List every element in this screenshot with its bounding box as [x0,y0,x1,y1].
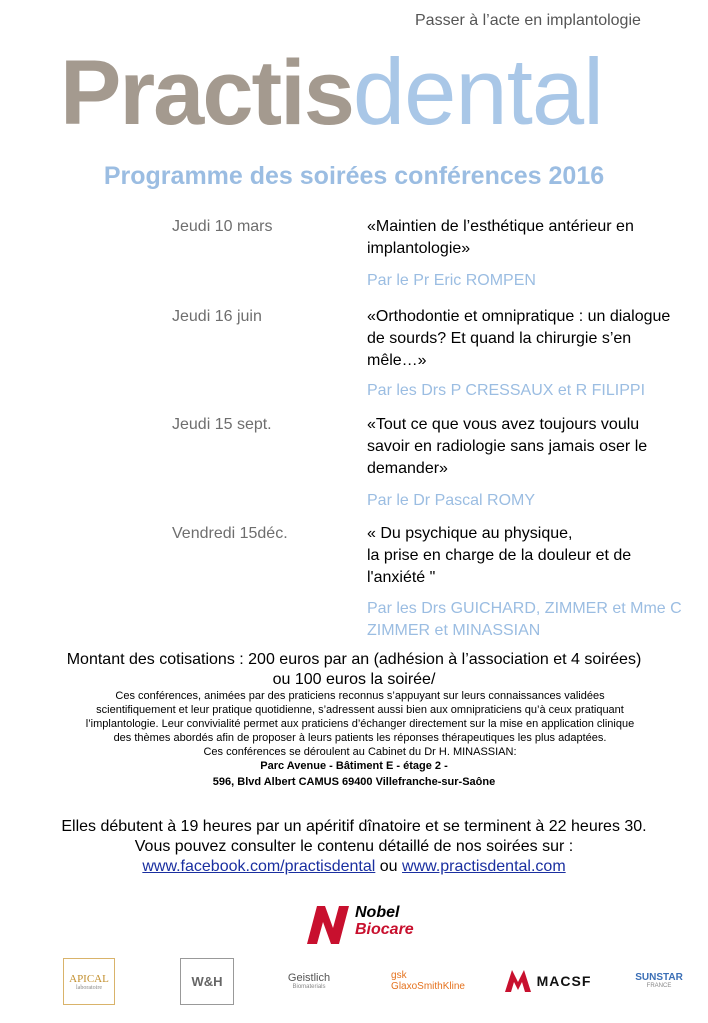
schedule-block [0,817,708,877]
session-author [367,490,707,512]
gsk-logo [392,958,464,1003]
links-line [0,857,708,877]
sunstar-subtext: FRANCE [646,983,672,989]
session-title-line: l'anxiété " [367,569,436,586]
nobel-biocare-logo [303,902,423,946]
session-author [367,270,707,292]
sunstar-logo [628,958,690,1003]
links-separator: ou [379,858,398,875]
program-title: Programme des soirées conférences 2016 [103,162,605,190]
macsf-logo [497,958,597,1003]
session-author-line: Par les Drs GUICHARD, ZIMMER et Mme C [367,600,682,617]
session-title-line: implantologie» [367,240,471,257]
nobel-text: Nobel [355,904,400,921]
macsf-m-icon [503,968,533,994]
session-author-line: Par le Dr Pascal ROMY [367,492,536,509]
session-date: Jeudi 15 sept. [172,416,272,433]
address-line: Parc Avenue - Bâtiment E - étage 2 - [260,760,448,772]
geistlich-text: Geistlich [287,971,331,984]
wh-logo [180,958,234,1005]
session-title [367,306,697,372]
session-date: Jeudi 16 juin [172,308,262,325]
session-title [367,216,697,260]
geistlich-subtext: Biomaterials [292,983,326,990]
apical-logo [63,958,115,1005]
session-title-line: « Du psychique au physique, [367,525,573,542]
session-date: Jeudi 10 mars [172,218,273,235]
session-title-line: de sourds? Et quand la chirurgie s’en [367,330,632,347]
info-line: scientifiquement et leur pratique quotidienne, s’adressent aussi bien aux omnipraticiens qu’à ceux pratiquant [96,704,624,716]
practisdental-logo [60,38,603,144]
session-title-line: la prise en charge de la douleur et de [367,547,632,564]
gsk-text: gsk GlaxoSmithKline [391,969,465,992]
session-date: Vendredi 15déc. [172,525,288,542]
logo-practis: Practis [60,42,353,144]
info-line: l’implantologie. Leur convivialité permet aux praticiens d’échanger directement sur la mise en application clinique [85,718,635,730]
info-line: Ces conférences, animées par des praticiens reconnus s’appuyant sur leurs connaissances validées [115,690,605,702]
session-title-line: «Orthodontie et omnipratique : un dialogue [367,308,671,325]
apical-subtext: laboratoire [76,984,102,991]
session-title-line: mêle…» [367,352,427,369]
session-author-line: Par les Drs P CRESSAUX et R FILIPPI [367,382,646,399]
apical-text: APICAL [69,972,109,985]
session-title-line: demander» [367,460,448,477]
session-title-line: savoir en radiologie sans jamais oser le [367,438,648,455]
session-author [367,598,707,642]
nobel-n-icon [303,902,357,946]
tagline: Passer à l’acte en implantologie [415,12,641,29]
session-title-line: «Tout ce que vous avez toujours voulu [367,416,640,433]
session-author [367,380,707,402]
info-line: Ces conférences se déroulent au Cabinet du Dr H. MINASSIAN: [203,746,517,758]
info-paragraph [60,689,660,759]
session-title-line: «Maintien de l’esthétique antérieur en [367,218,634,235]
address-line: 596, Blvd Albert CAMUS 69400 Villefranche-sur-Saône [212,776,496,788]
geistlich-logo [280,958,338,1003]
logo-dental: dental [352,39,603,144]
biocare-text: Biocare [355,921,414,938]
sunstar-text: SUNSTAR [635,972,683,983]
consult-text: Vous pouvez consulter le contenu détaillé de nos soirées sur : [134,838,574,855]
wh-text: W&H [191,974,223,989]
website-link[interactable]: www.practisdental.com [402,858,566,875]
facebook-link[interactable]: www.facebook.com/practisdental [142,858,376,875]
fees-line: Montant des cotisations : 200 euros par an (adhésion à l’association et 4 soirées) [66,651,642,668]
session-title [367,523,697,589]
session-author-line: ZIMMER et MINASSIAN [367,622,541,639]
info-line: des thèmes abordés afin de proposer à leurs patients les réponses thérapeutiques les plus adaptées. [113,732,607,744]
fees-line: ou 100 euros la soirée/ [272,671,436,688]
fees-block [0,650,708,690]
schedule-text: Elles débutent à 19 heures par un apéritif dînatoire et se terminent à 22 heures 30. [61,818,647,835]
macsf-text: MACSF [536,972,592,989]
session-title [367,414,697,480]
session-author-line: Par le Pr Eric ROMPEN [367,272,536,289]
